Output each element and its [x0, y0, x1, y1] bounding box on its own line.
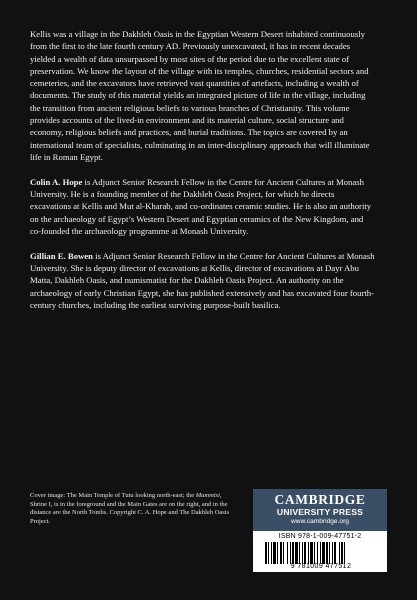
publisher-name: CAMBRIDGE	[274, 492, 366, 507]
barcode-bar	[317, 542, 318, 564]
cover-image-credit	[30, 492, 235, 526]
barcode-bar	[271, 542, 272, 564]
barcode-bar	[314, 542, 315, 564]
barcode-bar	[341, 542, 343, 564]
barcode-bar	[287, 542, 288, 564]
barcode-bar	[310, 542, 313, 564]
credit-text-2: , Shrine I, is in the foreground and the Main Gates are on the right, and in the distance are the North Tombs. Copyright C. A. Hope and The Dakhleh Oasis Project.	[30, 492, 230, 525]
credit-text-1: Cover image: The Main Temple of Tutu looking north-east; the	[30, 492, 196, 499]
barcode-bar	[265, 542, 267, 564]
barcode-bar	[295, 542, 298, 564]
barcode-bar	[320, 542, 321, 564]
author-bio-hope-text: is Adjunct Senior Research Fellow in the Centre for Ancient Cultures at Monash University. He is a founding member of the Dakhleh Oasis Project, for which he directs excavations at Kellis and Mut al-Kharab, and co-ordinates ceramic studies. He is also an authority on the archaeology of Egypt’s Western Desert and Egyptian ceramics of the New Kingdom, and co-founded the archaeology programme at Monash University.	[30, 176, 372, 236]
barcode-bar	[277, 542, 278, 564]
barcode-bar	[308, 542, 309, 564]
barcode-bar	[334, 542, 336, 564]
barcode-bar	[290, 542, 291, 564]
barcode-bar	[332, 542, 333, 564]
barcode-bar	[322, 542, 325, 564]
barcode-bar	[326, 542, 328, 564]
back-cover-blurb	[30, 28, 375, 324]
publisher-logo	[253, 489, 387, 531]
barcode-bar	[280, 542, 282, 564]
author-name-hope: Colin A. Hope	[30, 176, 83, 187]
barcode-bar	[283, 542, 284, 564]
author-bio-bowen	[30, 250, 375, 311]
barcode-bar	[268, 542, 269, 564]
isbn-barcode	[253, 531, 387, 572]
barcode-bar	[292, 542, 294, 564]
publisher-subname: UNIVERSITY PRESS	[276, 507, 364, 517]
book-description: Kellis was a village in the Dakhleh Oasis in the Egyptian Western Desert inhabited continuously from the first to the late fourth century AD. Previously unexcavated, it has in recent decades yielded a wealth of data unsurpassed by most sites of the period due to the excellent state of preservation. We know the layout of the village with its temples, churches, residential sectors and cemeteries, and the excavators have retrieved vast quantities of artefacts, including a wealth of documents. The study of this material yields an integrated picture of life in the village, including the transition from ancient religious beliefs to various branches of Christianity. This volume provides accounts of the lived-in environment and its material culture, social structure and economy, religious beliefs and practices, and burial traditions. The topics are covered by an international team of specialists, culminating in an inter-disciplinary approach that will illuminate life in Roman Egypt.	[30, 29, 370, 162]
barcode-bar	[273, 542, 276, 564]
barcode-bar	[329, 542, 330, 564]
barcode-bar	[304, 542, 306, 564]
author-name-bowen: Gillian E. Bowen	[30, 250, 93, 261]
barcode-bar	[302, 542, 303, 564]
credit-italic-term: Mammisi	[195, 492, 220, 499]
isbn-label: ISBN 978-1-009-47751-2	[278, 533, 362, 540]
barcode-bar	[344, 542, 345, 564]
barcode-number: 9 781009 477512	[290, 563, 352, 570]
author-bio-hope	[30, 176, 375, 237]
publisher-url: www.cambridge.org	[291, 518, 349, 525]
barcode-bar	[339, 542, 340, 564]
author-bio-bowen-text: is Adjunct Senior Research Fellow in the Centre for Ancient Cultures at Monash University. She is deputy director of excavations at Kellis, director of excavations at Dayr Abu Matta, Dakhleh Oasis, and numismatist for the Dakhleh Oasis Project. An authority on the archaeology of early Christian Egypt, she has published extensively and has excavated four fourth-century churches, including the earliest surviving purpose-built basilica.	[30, 250, 375, 310]
barcode-bar	[299, 542, 300, 564]
barcode-bars-icon	[265, 542, 375, 564]
